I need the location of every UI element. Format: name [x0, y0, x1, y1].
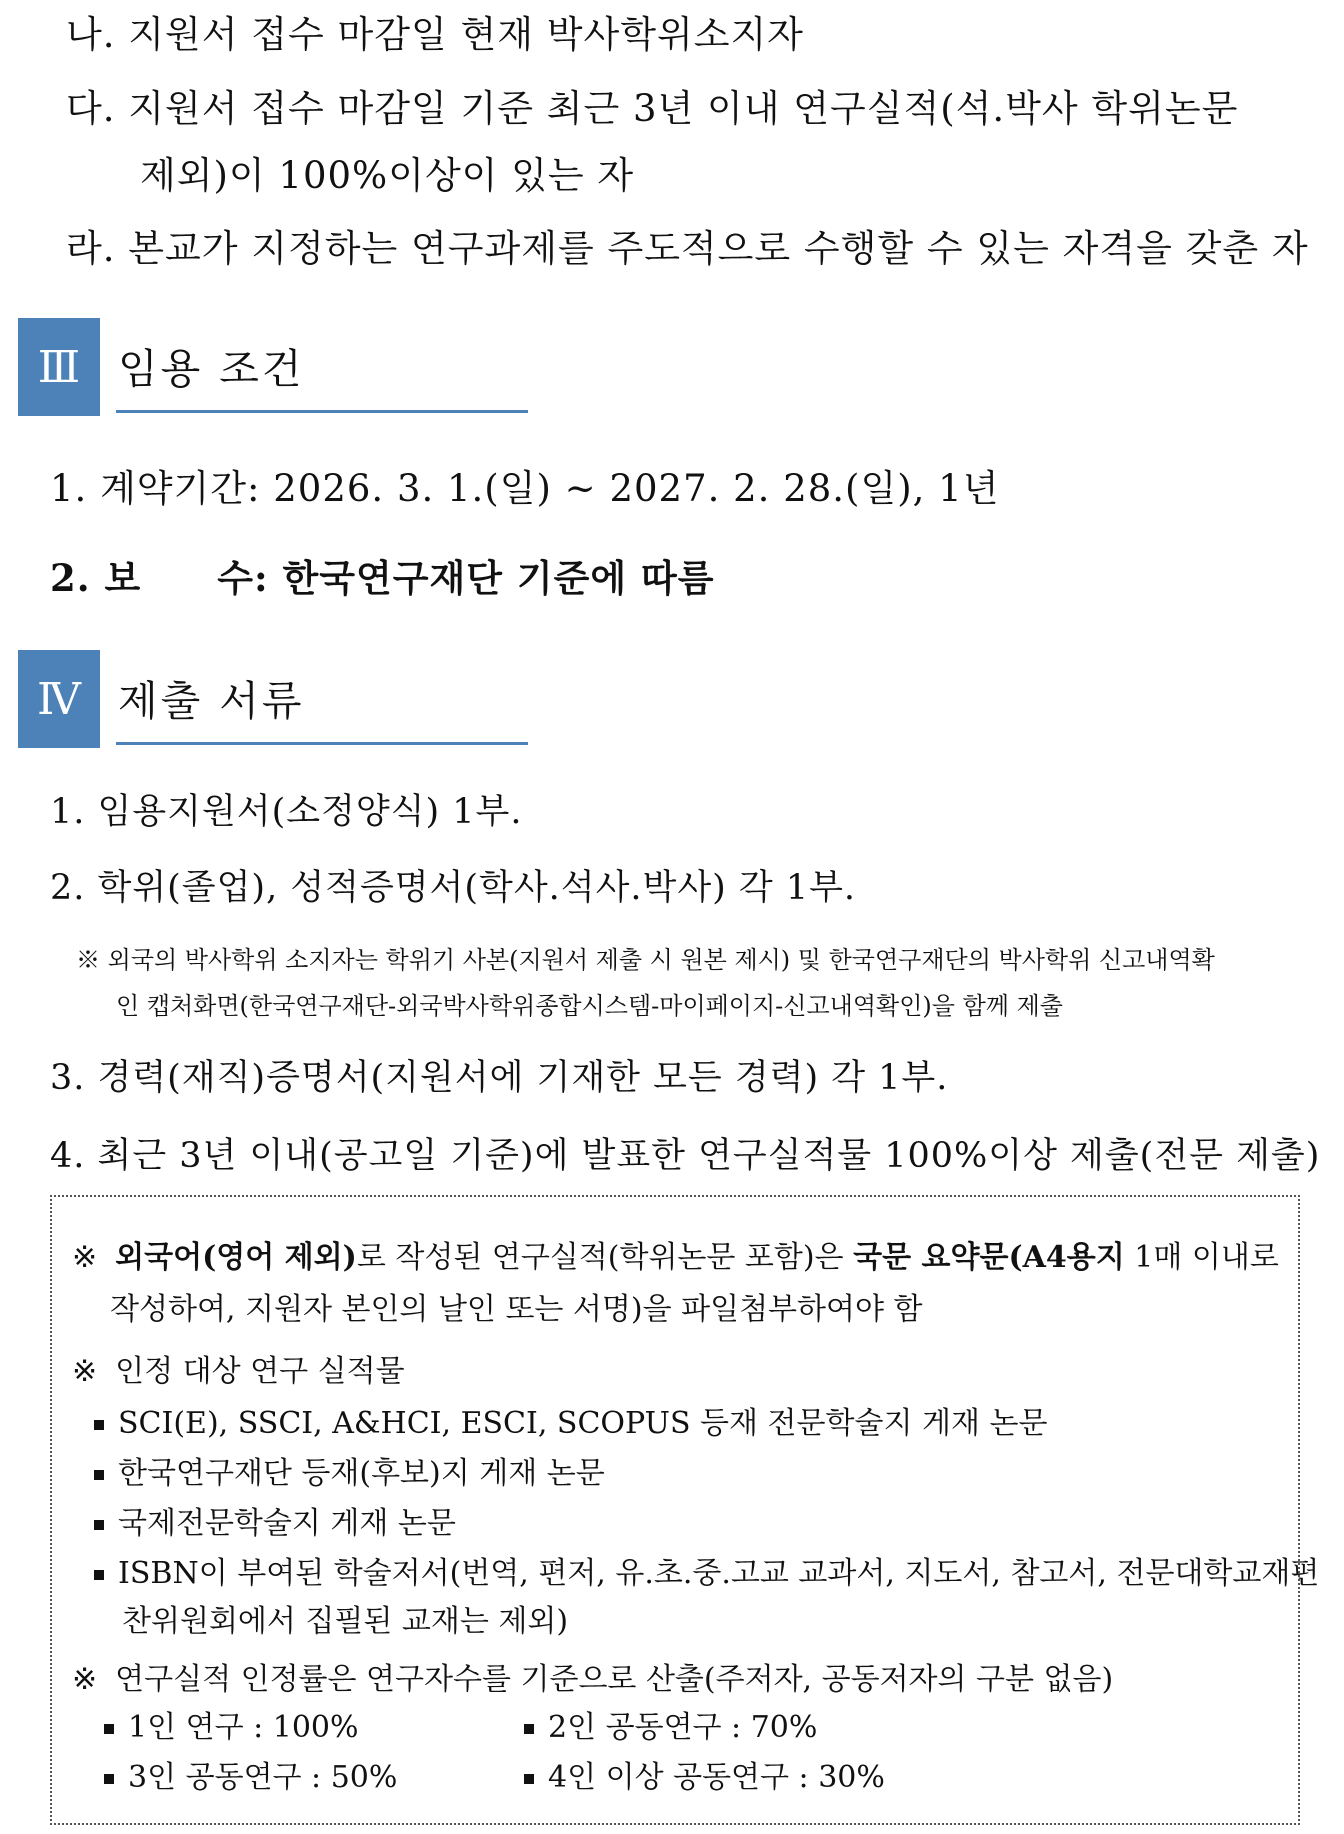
rate-text: 1인 연구 : 100%	[128, 1710, 359, 1745]
foreign-language-note	[72, 1232, 1279, 1276]
qualification-na: 나. 지원서 접수 마감일 현재 박사학위소지자	[66, 13, 804, 56]
bullet-icon	[524, 1724, 534, 1734]
recognized-item	[94, 1498, 456, 1542]
qualification-da: 다. 지원서 접수 마감일 기준 최근 3년 이내 연구실적(석.박사 학위논문	[66, 87, 1239, 130]
bullet-icon	[524, 1774, 534, 1784]
bullet-icon	[94, 1470, 104, 1480]
section-numeral-3: Ⅲ	[18, 318, 100, 416]
bullet-icon	[104, 1774, 114, 1784]
bullet-icon	[94, 1420, 104, 1430]
foreign-language-note-cont: 작성하여, 지원자 본인의 날인 또는 서명)을 파일첨부하여야 함	[110, 1292, 923, 1327]
bullet-icon	[94, 1570, 104, 1580]
summary-bold: 국문 요약문(A4용지	[853, 1240, 1125, 1275]
rate-text: 2인 공동연구 : 70%	[548, 1710, 818, 1745]
document-item-4: 4. 최근 3년 이내(공고일 기준)에 발표한 연구실적물 100%이상 제출(전문 제출)	[50, 1136, 1321, 1176]
reference-mark: ※	[72, 1354, 98, 1389]
recognized-item	[94, 1448, 605, 1492]
bullet-icon	[94, 1520, 104, 1530]
reference-mark: ※	[72, 1662, 98, 1697]
recognized-item-text: 국제전문학술지 게재 논문	[118, 1506, 456, 1541]
foreign-language-bold: 외국어(영어 제외)	[115, 1240, 357, 1275]
document-item-2: 2. 학위(졸업), 성적증명서(학사.석사.박사) 각 1부.	[50, 868, 857, 908]
recognized-item-text: SCI(E), SSCI, A&HCI, ESCI, SCOPUS 등재 전문학술지 게재 논문	[118, 1406, 1048, 1441]
qualification-da-cont: 제외)이 100%이상이 있는 자	[140, 154, 635, 197]
rate-text: 3인 공동연구 : 50%	[128, 1760, 398, 1795]
document-item-1: 1. 임용지원서(소정양식) 1부.	[50, 792, 523, 832]
rate-item	[104, 1752, 397, 1796]
foreign-degree-note-cont: 인 캡처화면(한국연구재단-외국박사학위종합시스템-마이페이지-신고내역확인)을 함께 제출	[116, 992, 1063, 1020]
section-numeral-4: Ⅳ	[18, 650, 100, 748]
rate-item	[524, 1702, 817, 1746]
reference-mark: ※	[72, 1240, 98, 1275]
section-title-3: 임용 조건	[118, 345, 305, 393]
rate-item	[104, 1702, 359, 1746]
section-header-4	[18, 650, 528, 748]
bullet-icon	[104, 1724, 114, 1734]
recognition-rate-title	[72, 1654, 1113, 1698]
rate-item	[524, 1752, 885, 1796]
section-header-3	[18, 318, 528, 416]
foreign-degree-note: ※ 외국의 박사학위 소지자는 학위기 사본(지원서 제출 시 원본 제시) 및 한국연구재단의 박사학위 신고내역확	[76, 946, 1215, 974]
recognized-item-text: ISBN이 부여된 학술저서(번역, 편저, 유.초.중.고교 교과서, 지도서, 참고서, 전문대학교재편	[118, 1556, 1320, 1591]
document-item-3: 3. 경력(재직)증명서(지원서에 기재한 모든 경력) 각 1부.	[50, 1058, 949, 1098]
section-rule-4	[116, 742, 528, 745]
rate-title-text: 연구실적 인정률은 연구자수를 기준으로 산출(주저자, 공동저자의 구분 없음)	[115, 1662, 1114, 1697]
recognized-title-text: 인정 대상 연구 실적물	[115, 1354, 405, 1389]
contract-period: 1. 계약기간: 2026. 3. 1.(일) ~ 2027. 2. 28.(일), 1년	[50, 467, 1000, 510]
summary-end: 1매 이내로	[1124, 1240, 1279, 1275]
section-rule-3	[116, 410, 528, 413]
qualification-ra: 라. 본교가 지정하는 연구과제를 주도적으로 수행할 수 있는 자격을 갖춘 자	[66, 227, 1309, 270]
recognized-item-text: 한국연구재단 등재(후보)지 게재 논문	[118, 1456, 605, 1491]
foreign-language-text: 로 작성된 연구실적(학위논문 포함)은	[356, 1240, 854, 1275]
recognized-item	[94, 1548, 1319, 1592]
section-title-4: 제출 서류	[118, 677, 305, 725]
salary: 2. 보 수: 한국연구재단 기준에 따름	[50, 556, 715, 600]
recognized-item-cont: 찬위원회에서 집필된 교재는 제외)	[122, 1604, 569, 1639]
recognized-item	[94, 1398, 1047, 1442]
recognized-works-title	[72, 1346, 405, 1390]
rate-text: 4인 이상 공동연구 : 30%	[548, 1760, 885, 1795]
